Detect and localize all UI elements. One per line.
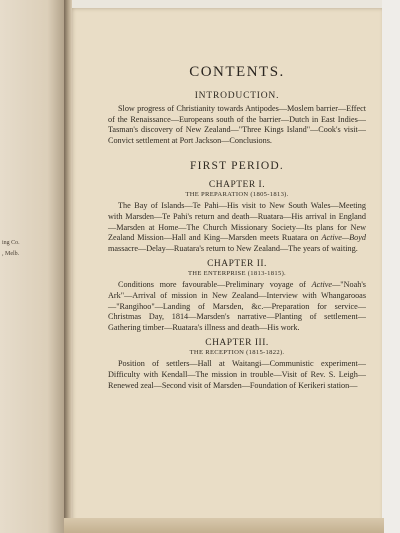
chapter-1-text-a: The Bay of Islands—Te Pahi—His visit to New South Wales—Meeting with Marsden—Te Pahi's return and death—Ruatara—His arrival in England—Marsden at Home—The Church Missionary Society—Its plans for New Zealand Mission—Hall and King—Marsden meets Ruatara on bbox=[108, 201, 366, 243]
chapter-2-italic: Active bbox=[311, 280, 333, 290]
chapter-2-text bbox=[108, 280, 366, 333]
chapter-1-text-b: massacre—Delay—Ruatara's return to New Zealand—The years of waiting. bbox=[108, 243, 358, 253]
left-page bbox=[0, 0, 68, 533]
background bbox=[382, 0, 400, 533]
chapter-1-subtitle: THE PREPARATION (1805-1813). bbox=[185, 191, 289, 199]
left-page-fragment: , Melb. bbox=[2, 251, 20, 257]
chapter-2-subtitle: THE ENTERPRISE (1813-1815). bbox=[187, 270, 287, 278]
left-page-fragment: ing Co. bbox=[2, 240, 20, 246]
book-gutter bbox=[64, 0, 72, 533]
chapter-2-text-a: Conditions more favourable—Preliminary voyage of bbox=[118, 280, 312, 290]
introduction-heading: INTRODUCTION. bbox=[194, 91, 280, 101]
chapter-1-text bbox=[108, 201, 366, 254]
chapter-2-heading: CHAPTER II. bbox=[207, 259, 267, 270]
chapter-2-text-b: —"Noah's Ark"—Arrival of mission in New Zealand—Interview with Whangarooas—"Rangihoo"—Landing of Marsden, &c.—Preparation for service—Christmas Day, 1814—Marsden's narrative—Planting of settlement—Gathering timber—Ruatara's illness and death—His work. bbox=[108, 280, 366, 332]
chapter-1-heading: CHAPTER I. bbox=[208, 180, 266, 191]
period-heading: FIRST PERIOD. bbox=[190, 160, 284, 173]
page-bottom-edge bbox=[64, 518, 384, 533]
introduction-text: Slow progress of Christianity towards Antipodes—Moslem barrier—Effect of the Renaissance—Europeans south of the barrier—Dutch in East Indies—Tasman's discovery of New Zealand—"Three Kings Island"—Cook's visit—Convict settlement at Port Jackson—Conclusions. bbox=[108, 104, 366, 145]
chapter-3-text bbox=[108, 359, 366, 391]
chapter-3-subtitle: THE RECEPTION (1815-1822). bbox=[189, 349, 285, 357]
chapter-3-text-a: Position of settlers—Hall at Waitangi—Communistic experiment—Difficulty with Kendall—The mission in trouble—Visit of Rev. S. Leigh—Renewed zeal—Second visit of Marsden—Foundation of Kerikeri station— bbox=[108, 359, 366, 390]
contents-body bbox=[108, 64, 366, 391]
chapter-3-heading: CHAPTER III. bbox=[205, 338, 269, 349]
page-title: CONTENTS. bbox=[189, 64, 285, 80]
chapter-1-italic: Active—Boyd bbox=[321, 233, 366, 243]
